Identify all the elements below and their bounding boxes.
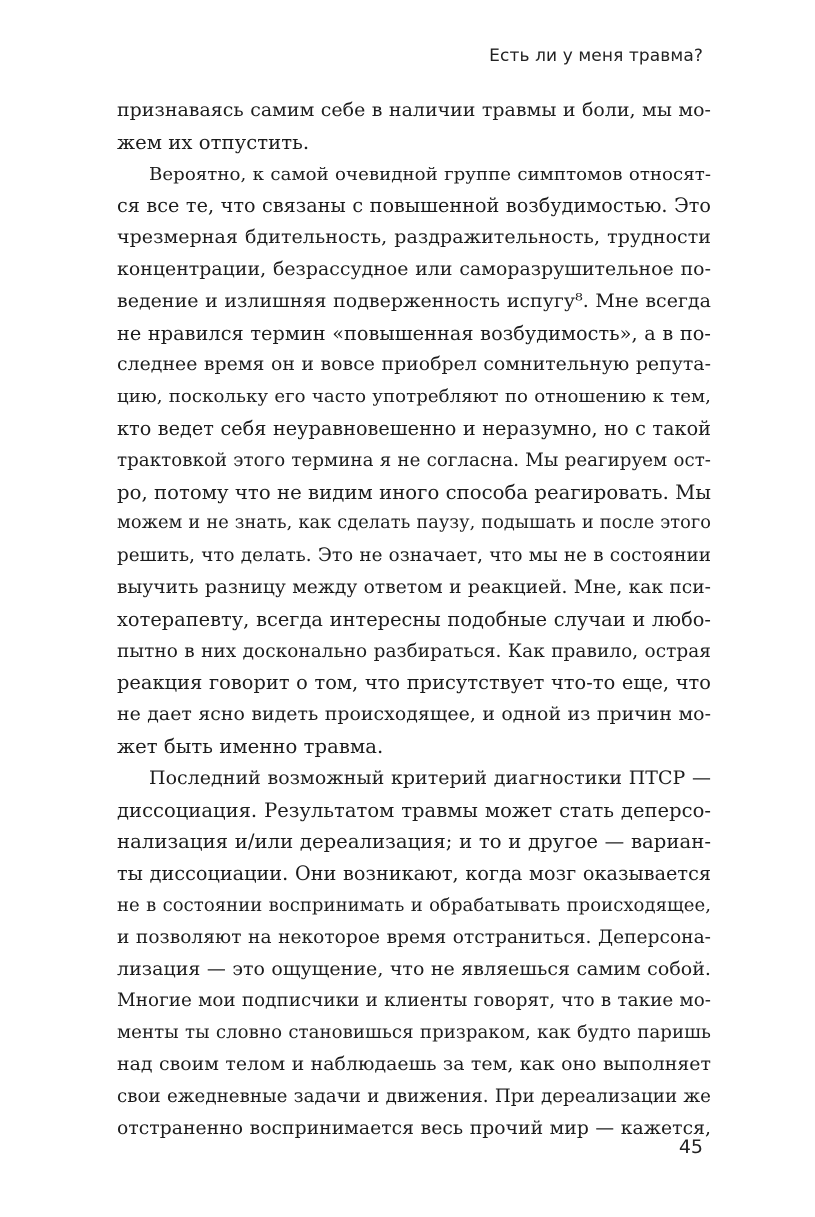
text-line: и позволяют на некоторое время отстраниться. Деперсона- <box>117 926 711 948</box>
text-line: ся все те, что связаны с повышенной возбудимостью. Это <box>117 194 711 218</box>
text-line: пытно в них досконально разбираться. Как правило, острая <box>117 640 711 662</box>
text-line: жет быть именно травма. <box>117 734 384 758</box>
text-line: диссоциация. Результатом травмы может стать деперсо- <box>117 798 711 822</box>
text-line: над своим телом и наблюдаешь за тем, как оно выполняет <box>117 1052 711 1075</box>
text-line: свои ежедневные задачи и движения. При дереализации же <box>117 1085 711 1107</box>
text-line: жем их отпустить. <box>117 130 310 154</box>
body-text <box>117 95 711 1144</box>
text-line: кто ведет себя неуравновешенно и неразумно, но с такой <box>117 416 711 440</box>
text-line: концентрации, безрассудное или саморазрушительное по- <box>117 258 711 280</box>
text-line: признаваясь самим себе в наличии травмы и боли, мы мо- <box>117 99 711 121</box>
text-line: следнее время он и вовсе приобрел сомнительную репута- <box>117 354 711 376</box>
text-line: ведение и излишняя подверженность испугу⁸. Мне всегда <box>117 289 711 312</box>
text-line: не в состоянии воспринимать и обрабатывать происходящее, <box>117 894 711 916</box>
text-line: не дает ясно видеть происходящее, и одной из причин мо- <box>117 703 711 726</box>
text-line: лизация — это ощущение, что не являешься самим собой. <box>117 957 711 980</box>
text-line: можем и не знать, как сделать паузу, подышать и после этого <box>117 513 711 534</box>
text-line: реакция говорит о том, что присутствует что-то еще, что <box>117 671 711 695</box>
text-line: Многие мои подписчики и клиенты говорят, что в такие мо- <box>117 990 711 1012</box>
text-line: чрезмерная бдительность, раздражительность, трудности <box>117 226 711 249</box>
text-line: выучить разницу между ответом и реакцией. Мне, как пси- <box>117 576 711 598</box>
text-line: менты ты словно становишься призраком, как будто паришь <box>117 1022 711 1044</box>
text-line: нализация и/или дереализация; и то и другое — вариан- <box>117 830 711 854</box>
page-number: 45 <box>678 1136 703 1158</box>
text-line: ты диссоциации. Они возникают, когда мозг оказывается <box>117 862 711 886</box>
text-line: ро, потому что не видим иного способа реагировать. Мы <box>117 480 711 504</box>
text-line: отстраненно воспринимается весь прочий мир — кажется, <box>117 1117 711 1139</box>
text-line: Последний возможный критерий диагностики ПТСР — <box>149 766 711 789</box>
text-line: цию, поскольку его часто употребляют по отношению к тем, <box>117 386 711 408</box>
text-line: трактовкой этого термина я не согласна. Мы реагируем ост- <box>117 449 711 471</box>
text-line: хотерапевту, всегда интересны подобные случаи и любо- <box>117 607 711 631</box>
text-line: решить, что делать. Это не означает, что мы не в состоянии <box>117 545 711 567</box>
text-line: не нравился термин «повышенная возбудимость», а в по- <box>117 321 711 345</box>
running-head: Есть ли у меня травма? <box>489 46 703 66</box>
text-line: Вероятно, к самой очевидной группе симптомов относят- <box>149 163 711 185</box>
